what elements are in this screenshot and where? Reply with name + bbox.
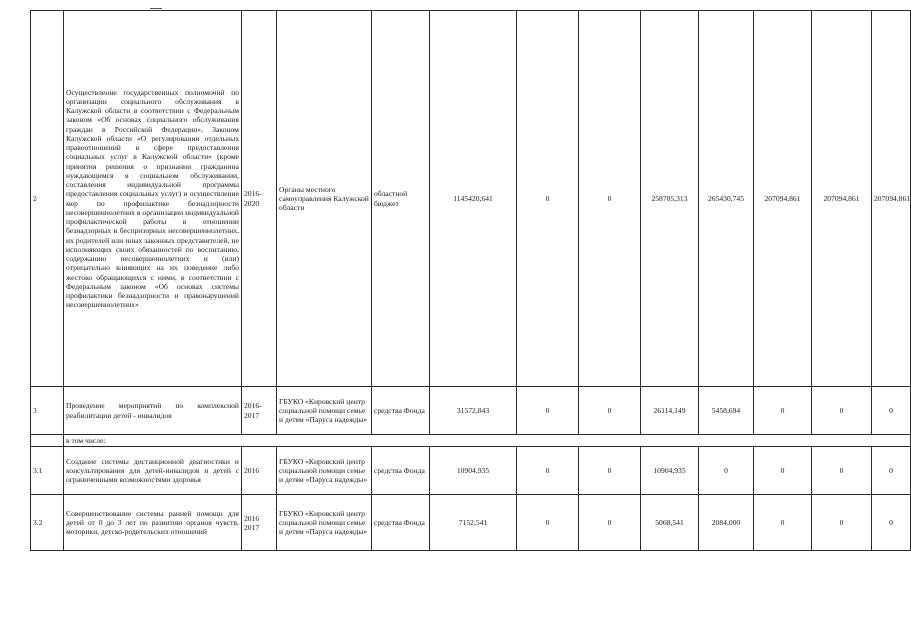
row-value-3: 26114,149	[641, 387, 699, 435]
table-row-subheading	[31, 435, 911, 447]
row-total: 7152,541	[430, 495, 517, 551]
row-value-4: 5458,694	[699, 387, 754, 435]
row-number: 2	[31, 11, 64, 387]
row-description: Создание системы дистанционной диагностики и консультирования для детей-инвалидов и детей с ограниченными возможностями здоровья	[64, 447, 242, 495]
row-period: 2016-2017	[242, 387, 277, 435]
row-value-1: 0	[517, 495, 579, 551]
row-value-7: 0	[872, 387, 911, 435]
row-value-7: 0	[872, 495, 911, 551]
row-value-1: 0	[517, 387, 579, 435]
row-value-2: 0	[579, 387, 641, 435]
row-executor: ГБУКО «Кировский центр социальной помощи семье и детям «Паруса надежды»	[277, 447, 372, 495]
row-value-2: 0	[579, 495, 641, 551]
row-value-1: 0	[517, 447, 579, 495]
row-value-2: 0	[579, 11, 641, 387]
row-value-5: 0	[754, 495, 812, 551]
row-description: Проведение мероприятий по комплексной реабилитации детей - инвалидов	[64, 387, 242, 435]
row-value-5: 0	[754, 447, 812, 495]
row-value-4: 2084,000	[699, 495, 754, 551]
row-value-6: 0	[812, 387, 872, 435]
row-value-2: 0	[579, 447, 641, 495]
row-value-7: 0	[872, 447, 911, 495]
row-source: средства Фонда	[372, 447, 430, 495]
row-executor: ГБУКО «Кировский центр социальной помощи семье и детям «Паруса надежды»	[277, 387, 372, 435]
row-source: средства Фонда	[372, 495, 430, 551]
row-value-4: 265430,745	[699, 11, 754, 387]
row-description: Осуществление государственных полномочий по организации социального обслуживания в Калужской области в соответствии с Федеральным законом «Об основах социального обслуживания граждан в Российской Федерации», Законом Калужской области «О регулировании отдельных правоотношений в сфере предоставления социальных услуг в Калужской области» (кроме принятия решения о признании гражданина нуждающимся в социальном обслуживании, составления индивидуальной программы предоставления социальных услуг) и осуществление мер по профилактике безнадзорности несовершеннолетних в организации индивидуальной профилактической работы в отношении безнадзорных и беспризорных несовершеннолетних, их родителей или иных законных представителей, не исполняющих своих обязанностей по воспитанию, содержанию несовершеннолетних и (или) отрицательно влияющих на их поведение либо жестоко обращающихся с ними, в соответствии с Федеральным законом «Об основах системы профилактики безнадзорности и правонарушений несовершеннолетних»	[64, 11, 242, 387]
row-value-6: 0	[812, 495, 872, 551]
row-value-5: 207094,861	[754, 11, 812, 387]
row-description: Совершенствование системы ранней помощи для детей от 0 до 3 лет по развитию органов чувств, моторики, детско-родительских отношений	[64, 495, 242, 551]
program-table	[30, 10, 911, 551]
row-value-3: 258705,313	[641, 11, 699, 387]
scan-mark	[150, 8, 162, 9]
row-number: 3.1	[31, 447, 64, 495]
row-number	[31, 435, 64, 447]
table-row-3	[31, 387, 911, 435]
row-number: 3	[31, 387, 64, 435]
row-total: 1145420,641	[430, 11, 517, 387]
row-value-5: 0	[754, 387, 812, 435]
row-source: областной бюджет	[372, 11, 430, 387]
row-value-1: 0	[517, 11, 579, 387]
row-value-6: 207094,861	[812, 11, 872, 387]
row-executor: Органы местного самоуправления Калужской области	[277, 11, 372, 387]
row-value-6: 0	[812, 447, 872, 495]
table-row-3-1	[31, 447, 911, 495]
row-source: средства Фонда	[372, 387, 430, 435]
row-value-3: 10904,935	[641, 447, 699, 495]
row-number: 3.2	[31, 495, 64, 551]
row-period: 2016-2020	[242, 11, 277, 387]
table-row-3-2	[31, 495, 911, 551]
row-executor: ГБУКО «Кировский центр социальной помощи семье и детям «Паруса надежды»	[277, 495, 372, 551]
table-row-2	[31, 11, 911, 387]
row-total: 10904,935	[430, 447, 517, 495]
row-value-4: 0	[699, 447, 754, 495]
row-period: 2016 2017	[242, 495, 277, 551]
row-value-3: 5068,541	[641, 495, 699, 551]
row-period: 2016	[242, 447, 277, 495]
row-subheading: в том числе:	[64, 435, 911, 447]
row-total: 31572,843	[430, 387, 517, 435]
row-value-7: 207094,861	[872, 11, 911, 387]
